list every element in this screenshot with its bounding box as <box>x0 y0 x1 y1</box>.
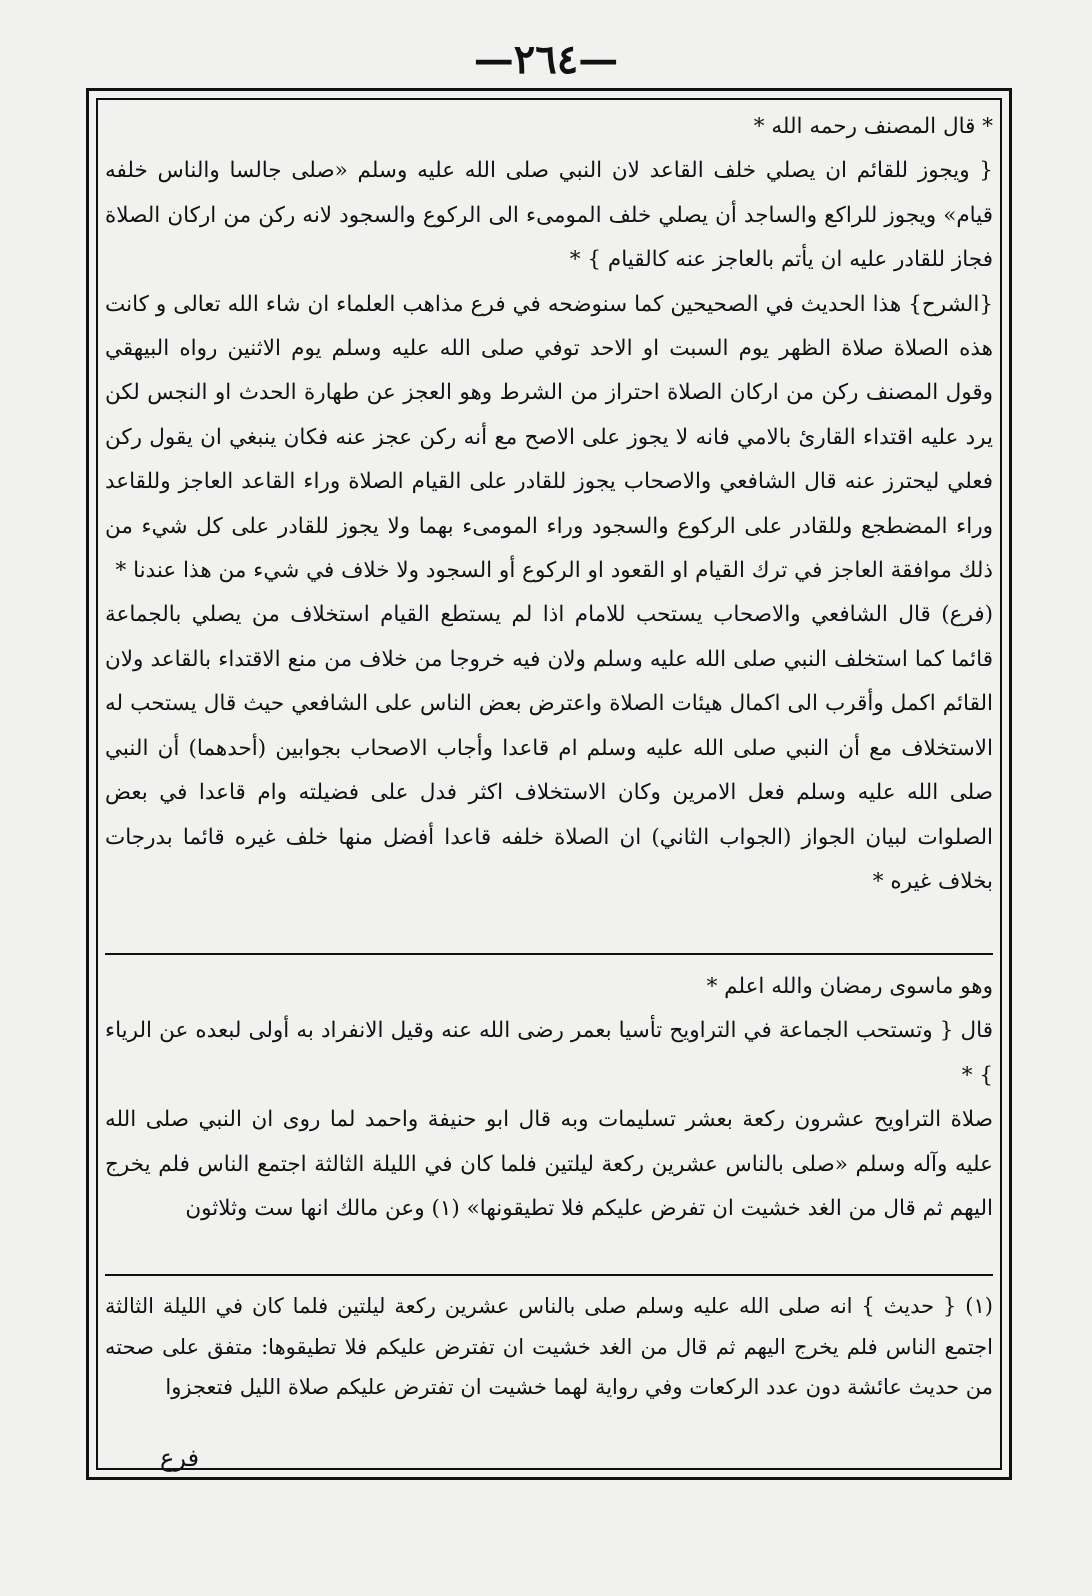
footnote-divider <box>105 1274 993 1276</box>
matn-paragraph: { ويجوز للقائم ان يصلي خلف القاعد لان النبي صلى الله عليه وسلم «صلى جالسا والناس خلفه قيام» ويجوز للراكع والساجد أن يصلي خلف المومىء الى الركوع والسجود لانه ركن من اركان الصلاة فجاز للقادر عليه ان يأتم بالعاجز عنه كالقيام } * <box>105 158 993 273</box>
tarawih-matn-paragraph: قال { وتستحب الجماعة في التراويح تأسيا بعمر رضى الله عنه وقيل الانفراد به أولى لبعده عن الرياء } * <box>105 1018 993 1088</box>
tarawih-sharh-paragraph: صلاة التراويح عشرون ركعة بعشر تسليمات وبه قال ابو حنيفة واحمد لما روى ان النبي صلى الله عليه وآله وسلم «صلى بالناس عشرين ركعة ليلتين فلما كان في الليلة الثالثة اجتمع الناس فلم يخرج اليهم ثم قال من الغد خشيت ان تفرض عليكم فلا تطيقونها» (١) وعن مالك انها ست وثلاثون <box>105 1107 993 1222</box>
heading-line: * قال المصنف رحمه الله * <box>753 114 993 139</box>
sharh-paragraph: {الشرح} هذا الحديث في الصحيحين كما سنوضحه في فرع مذاهب العلماء ان شاء الله تعالى و كانت هذه الصلاة صلاة الظهر يوم السبت او الاحد توفي صلى الله عليه وسلم يوم الاثنين رواه البيهقي وقول المصنف ركن من اركان الصلاة احتراز من الشرط وهو العجز عن طهارة الحدث او النجس لكن يرد عليه اقتداء القارئ بالامي فانه لا يجوز على الاصح مع أنه ركن عجز عنه فكان ينبغي ان يقول ركن فعلي ليحترز عنه قال الشافعي والاصحاب يجوز للقادر على القيام الصلاة وراء القاعد العاجز وللقاعد وراء المضطجع وللقادر على الركوع والسجود وراء المومىء بهما ولا يجوز للقادر على كل شيء من ذلك موافقة العاجز في ترك القيام او القعود او الركوع أو السجود ولا خلاف في شيء من هذا عندنا * <box>105 291 993 584</box>
page-number: —٢٦٤— <box>473 36 619 83</box>
far-paragraph: (فرع) قال الشافعي والاصحاب يستحب للامام اذا لم يستطع القيام استخلاف من يصلي بالجماعة قائما كما استخلف النبي صلى الله عليه وسلم ولان فيه خروجا من خلاف من منع الاقتداء بالقاعد ولان القائم اكمل وأقرب الى اكمال هيئات الصلاة واعترض بعض الناس على الشافعي حيث قال يستحب له الاستخلاف مع أن النبي صلى الله عليه وسلم ام قاعدا وأجاب الاصحاب بجوابين (أحدهما) أن النبي صلى الله عليه وسلم فعل الامرين وكان الاستخلاف اكثر فدل على فضيلته وام قاعدا في بعض الصلوات لبيان الجواز (الجواب الثاني) ان الصلاة خلفه قاعدا أفضل منها خلف غيره قائما بدرجات بخلاف غيره * <box>105 602 993 894</box>
main-text-section <box>105 105 993 947</box>
page-frame <box>86 88 1012 1480</box>
footnote: (١) { حديث } انه صلى الله عليه وسلم صلى بالناس عشرين ركعة ليلتين فلما كان في الليلة الثالثة اجتمع الناس فلم يخرج اليهم ثم قال من الغد خشيت ان تفترض عليكم فلا تطيقوها: متفق على صحته من حديث عائشة دون عدد الركعات وفي رواية لهما خشيت ان تفترض عليكم صلاة الليل فتعجزوا <box>105 1294 993 1399</box>
page-content <box>105 105 993 1467</box>
closing-line: وهو ماسوى رمضان والله اعلم * <box>706 974 993 999</box>
section-divider <box>105 953 993 955</box>
second-text-section <box>105 965 993 1268</box>
catchword: فرع <box>160 1444 200 1472</box>
